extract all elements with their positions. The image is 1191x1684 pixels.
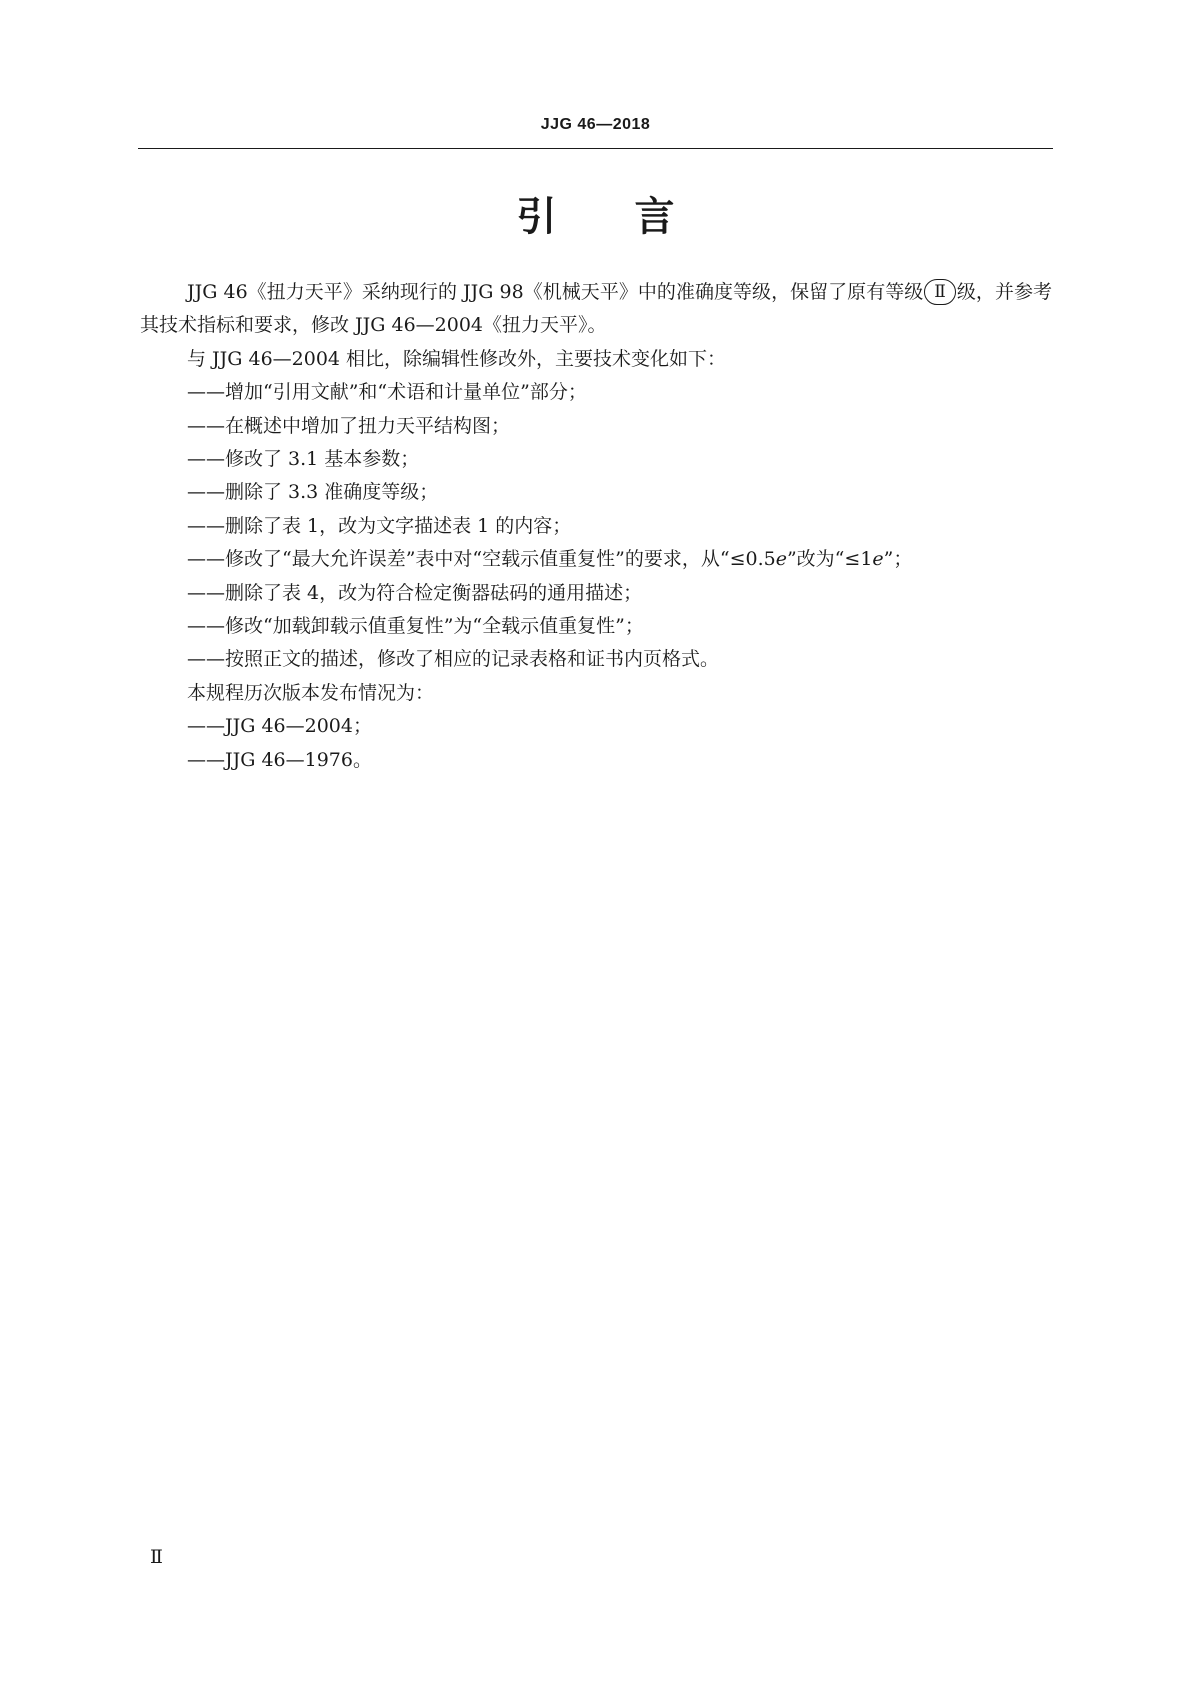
document-body bbox=[140, 276, 1052, 777]
change-item-8: ——修改“加载卸载示值重复性”为“全载示值重复性”； bbox=[187, 615, 644, 638]
page-title bbox=[0, 192, 1191, 242]
history-intro: 本规程历次版本发布情况为： bbox=[187, 681, 435, 704]
change-item-4: ——删除了 3.3 准确度等级； bbox=[187, 481, 439, 504]
running-header: JJG 46—2018 bbox=[540, 116, 651, 133]
history-item-2: ——JJG 46—1976。 bbox=[187, 748, 372, 771]
intro-paragraph bbox=[140, 276, 1052, 343]
change-item-5: ——删除了表 1，改为文字描述表 1 的内容； bbox=[187, 514, 572, 537]
history-item-1: ——JJG 46—2004； bbox=[187, 715, 372, 738]
change-item-6-part1: ——修改了“最大允许误差”表中对“空载示值重复性”的要求，从“≤0.5 bbox=[187, 548, 776, 571]
page-number: Ⅱ bbox=[150, 1546, 163, 1568]
change-item-6-part3: ”； bbox=[883, 548, 913, 571]
change-item-9: ——按照正文的描述，修改了相应的记录表格和证书内页格式。 bbox=[187, 648, 720, 671]
grade-circled-mark: Ⅱ bbox=[924, 279, 956, 305]
title-char-1: 引 bbox=[516, 194, 557, 240]
change-item-6-e2: e bbox=[872, 548, 884, 571]
change-item-1: ——增加“引用文献”和“术语和计量单位”部分； bbox=[187, 381, 587, 404]
change-item-2: ——在概述中增加了扭力天平结构图； bbox=[187, 414, 511, 437]
changes-intro-paragraph: 与 JJG 46—2004 相比，除编辑性修改外，主要技术变化如下： bbox=[187, 347, 727, 370]
intro-text-part1: JJG 46《扭力天平》采纳现行的 JJG 98《机械天平》中的准确度等级，保留了原有等级 bbox=[187, 281, 924, 303]
change-item-3: ——修改了 3.1 基本参数； bbox=[187, 448, 420, 471]
header-rule bbox=[138, 148, 1053, 149]
title-char-2: 言 bbox=[634, 194, 675, 240]
intro-text-part2: 级，并参考其技术指标和要求，修改 JJG 46—2004《扭力天平》。 bbox=[140, 281, 1052, 337]
change-item-7: ——删除了表 4，改为符合检定衡器砝码的通用描述； bbox=[187, 581, 643, 604]
change-item-6-e1: e bbox=[775, 548, 787, 571]
change-item-6 bbox=[140, 543, 1052, 576]
change-item-6-part2: ”改为“≤1 bbox=[786, 548, 873, 571]
